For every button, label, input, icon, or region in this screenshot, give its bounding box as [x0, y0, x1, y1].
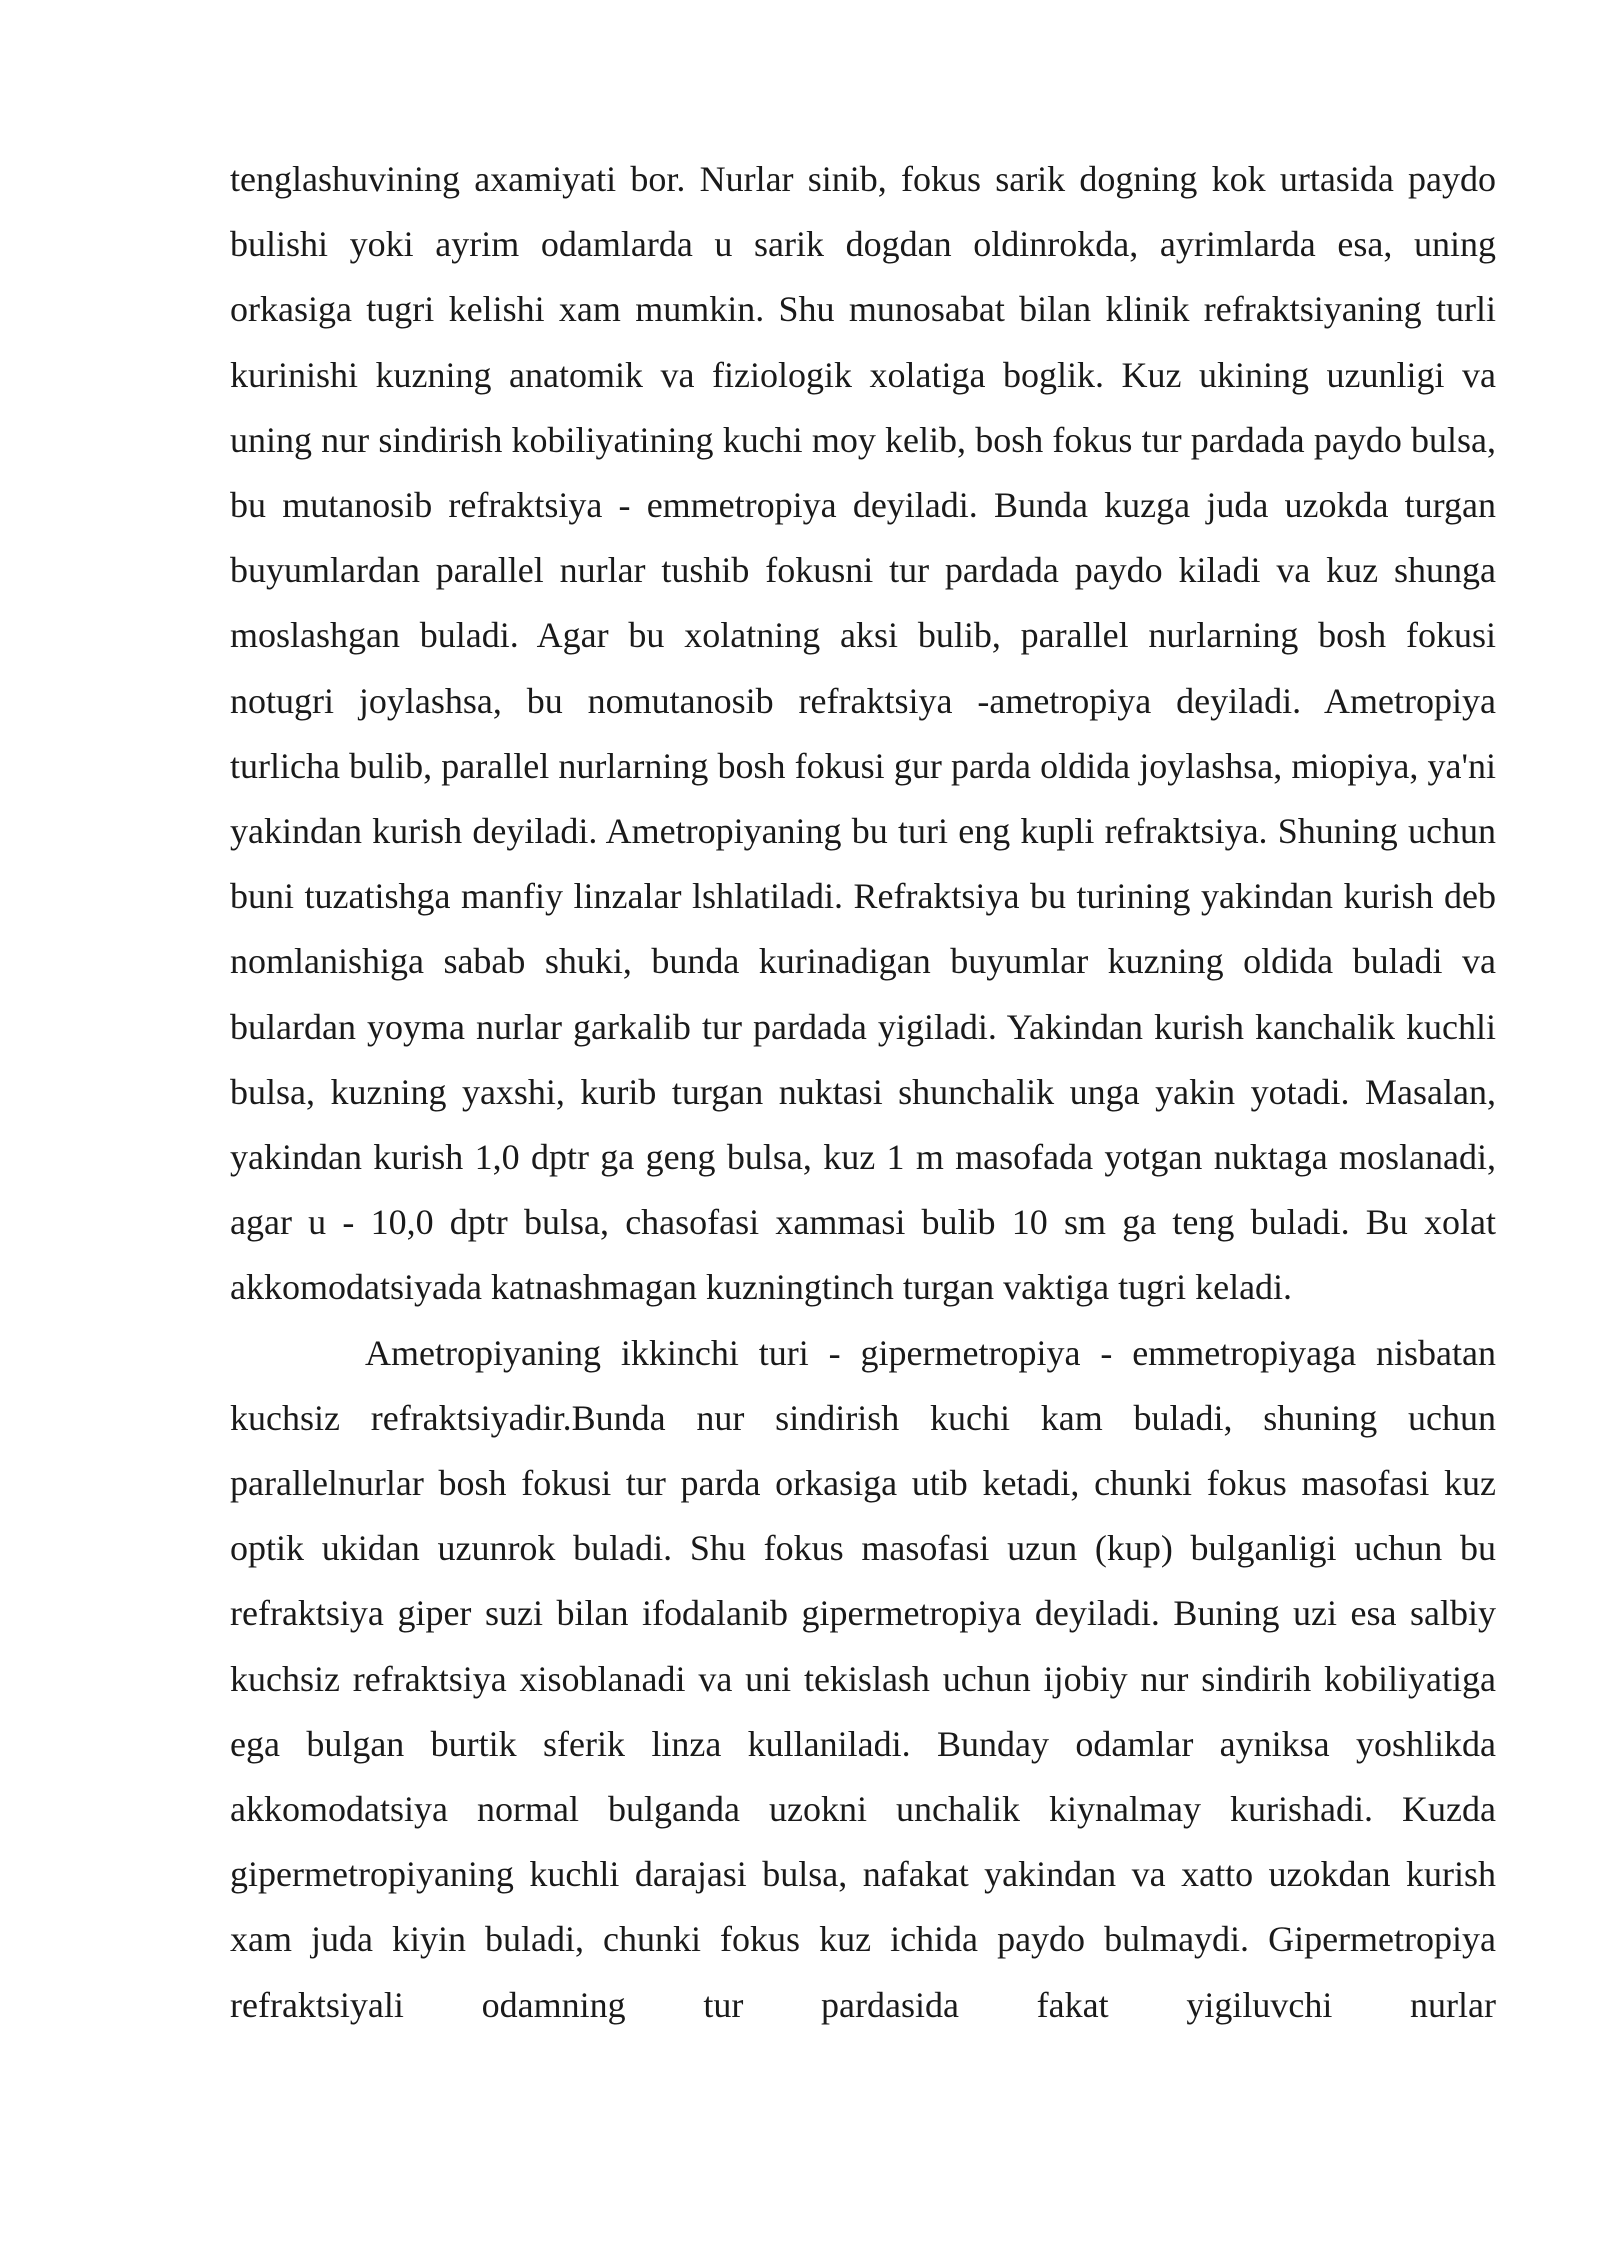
paragraph-emmetropia-myopia: tenglashuvining axamiyati bor. Nurlar sinib, fokus sarik dogning kok urtasida paydo bulishi yoki ayrim odamlarda u sarik dogdan oldinrokda, ayrimlarda esa, uning orkasiga tugri kelishi xam mumkin. Shu munosabat bilan klinik refraktsiyaning turli kurinishi kuzning anatomik va fiziologik xolatiga boglik. Kuz ukining uzunligi va uning nur sindirish kobiliyatining kuchi moy kelib, bosh fokus tur pardada paydo bulsa, bu mutanosib refraktsiya - emmetropiya deyiladi. Bunda kuzga juda uzokda turgan buyumlardan parallel nurlar tushib fokusni tur pardada paydo kiladi va kuz shunga moslashgan buladi. Agar bu xolatning aksi bulib, parallel nurlarning bosh fokusi notugri joylashsa, bu nomutanosib refraktsiya -ametropiya deyiladi. Ametropiya turlicha bulib, parallel nurlarning bosh fokusi gur parda oldida joylashsa, miopiya, ya'ni yakindan kurish deyiladi. Ametropiyaning bu turi eng kupli refraktsiya. Shuning uchun buni tuzatishga manfiy linzalar lshlatiladi. Refraktsiya bu turining yakindan kurish deb nomlanishiga sabab shuki, bunda kurinadigan buyumlar kuzning oldida buladi va bulardan yoyma nurlar garkalib tur pardada yigiladi. Yakindan kurish kanchalik kuchli bulsa, kuzning yaxshi, kurib turgan nuktasi shunchalik unga yakin yotadi. Masalan, yakindan kurish 1,0 dptr ga geng bulsa, kuz 1 m masofada yotgan nuktaga moslanadi, agar u - 10,0 dptr bulsa, chasofasi xammasi bulib 10 sm ga teng buladi. Bu xolat akkomodatsiyada katnashmagan kuzningtinch turgan vaktiga tugri keladi.: [230, 159, 1496, 1308]
body-text: [230, 147, 1496, 2038]
paragraph-hypermetropia: Ametropiyaning ikkinchi turi - gipermetropiya - emmetropiyaga nisbatan kuchsiz refraktsiyadir.Bunda nur sindirish kuchi kam buladi, shuning uchun parallelnurlar bosh fokusi tur parda orkasiga utib ketadi, chunki fokus masofasi kuz optik ukidan uzunrok buladi. Shu fokus masofasi uzun (kup) bulganligi uchun bu refraktsiya giper suzi bilan ifodalanib gipermetropiya deyiladi. Buning uzi esa salbiy kuchsiz refraktsiya xisoblanadi va uni tekislash uchun ijobiy nur sindirih kobiliyatiga ega bulgan burtik sferik linza kullaniladi. Bunday odamlar ayniksa yoshlikda akkomodatsiya normal bulganda uzokni unchalik kiynalmay kurishadi. Kuzda gipermetropiyaning kuchli darajasi bulsa, nafakat yakindan va xatto uzokdan kurish xam juda kiyin buladi, chunki fokus kuz ichida paydo bulmaydi. Gipermetropiya refraktsiyali odamning tur pardasida fakat yigiluvchi nurlar: [230, 1332, 1496, 2025]
